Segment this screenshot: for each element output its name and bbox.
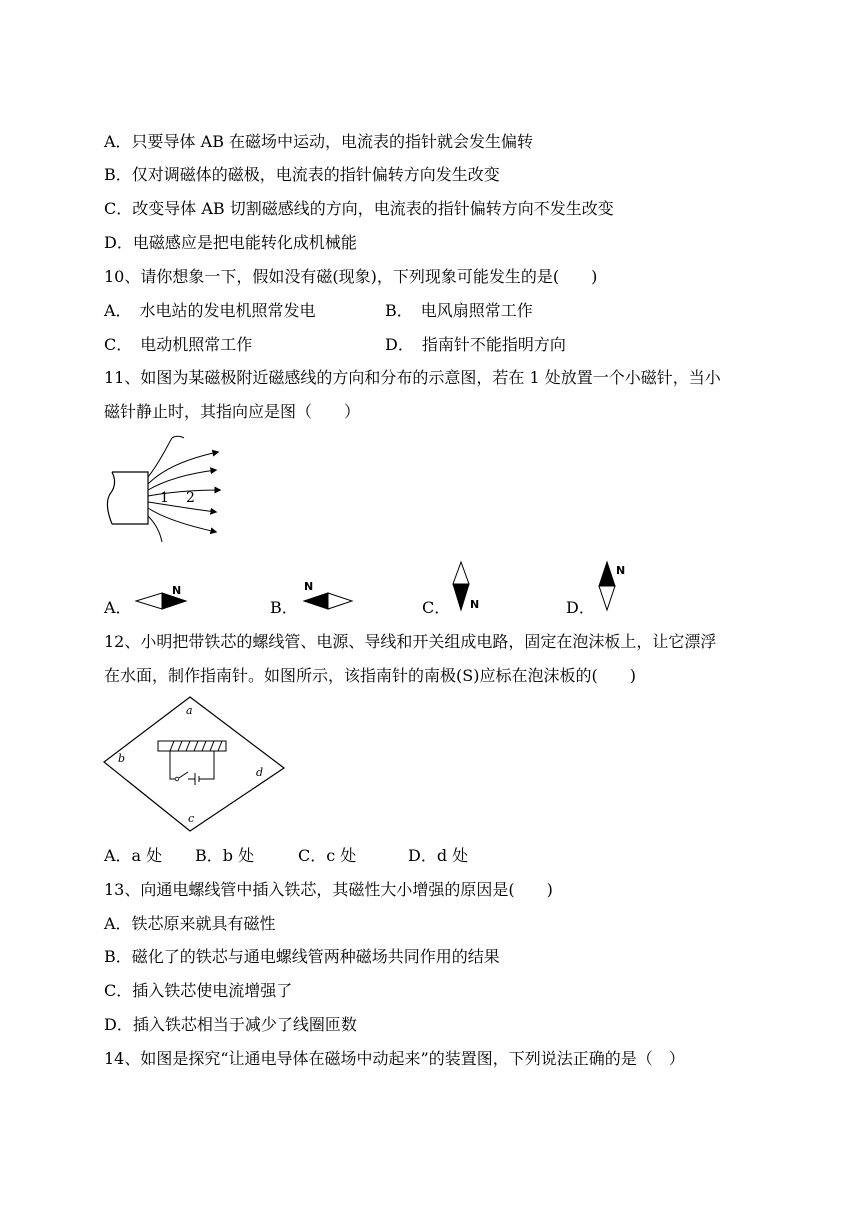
q12-option-d: D．d 处	[408, 846, 469, 865]
q9-option-d: D．电磁感应是把电能转化成机械能	[104, 233, 357, 252]
q10-option-a: A． 水电站的发电机照常发电	[104, 301, 316, 320]
board-label-c: c	[188, 812, 195, 825]
q13-stem: 13、向通电螺线管中插入铁芯，其磁性大小增强的原因是( )	[104, 880, 553, 899]
q12-stem-line2: 在水面，制作指南针。如图所示，该指南针的南极(S)应标在泡沫板的( )	[104, 666, 636, 685]
q9-option-a: A．只要导体 AB 在磁场中运动，电流表的指针就会发生偏转	[104, 132, 534, 151]
board-label-a: a	[186, 704, 193, 717]
q11-option-c: C．	[422, 598, 451, 617]
q10-option-d: D． 指南针不能指明方向	[385, 335, 566, 354]
needle-c-n-label: N	[470, 598, 480, 611]
q13-option-d: D．插入铁芯相当于减少了线圈匝数	[104, 1015, 357, 1034]
q10-option-b: B． 电风扇照常工作	[385, 301, 533, 320]
q12-option-a: A．a 处	[104, 846, 163, 865]
needle-a-n-label: N	[172, 584, 182, 597]
q11-stem-line2: 磁针静止时，其指向应是图（ ）	[104, 402, 361, 421]
board-label-b: b	[118, 752, 126, 765]
q12-option-b: B．b 处	[195, 846, 255, 865]
needle-a-icon	[134, 582, 194, 622]
needle-d-icon	[596, 560, 636, 620]
q11-stem-line1: 11、如图为某磁极附近磁感线的方向和分布的示意图，若在 1 处放置一个小磁针，当小	[104, 368, 721, 387]
q13-option-c: C．插入铁芯使电流增强了	[104, 981, 293, 1000]
field-point-2-label: 2	[186, 490, 195, 506]
field-point-1-label: 1	[160, 490, 169, 506]
q9-option-b: B．仅对调磁体的磁极，电流表的指针偏转方向发生改变	[104, 165, 500, 184]
q14-stem: 14、如图是探究“让通电导体在磁场中动起来”的装置图，下列说法正确的是（ ）	[104, 1049, 685, 1068]
q10-stem: 10、请你想象一下，假如没有磁(现象)，下列现象可能发生的是( )	[104, 267, 598, 286]
needle-d-n-label: N	[616, 564, 626, 577]
q11-option-d: D．	[566, 598, 595, 617]
q13-option-b: B．磁化了的铁芯与通电螺线管两种磁场共同作用的结果	[104, 947, 500, 966]
q10-option-c: C． 电动机照常工作	[104, 335, 253, 354]
needle-c-icon	[448, 560, 488, 620]
q11-option-a: A．	[104, 598, 132, 617]
q13-option-a: A．铁芯原来就具有磁性	[104, 914, 276, 933]
board-label-d: d	[256, 766, 264, 779]
magnetic-field-figure	[100, 432, 230, 542]
q11-option-b: B．	[270, 598, 298, 617]
q12-stem-line1: 12、小明把带铁芯的螺线管、电源、导线和开关组成电路，固定在泡沫板上，让它漂浮	[104, 632, 717, 651]
q12-option-c: C．c 处	[298, 846, 357, 865]
needle-b-n-label: N	[304, 580, 314, 593]
foam-board-figure	[100, 694, 290, 834]
needle-b-icon	[302, 578, 362, 618]
q9-option-c: C．改变导体 AB 切割磁感线的方向，电流表的指针偏转方向不发生改变	[104, 199, 614, 218]
